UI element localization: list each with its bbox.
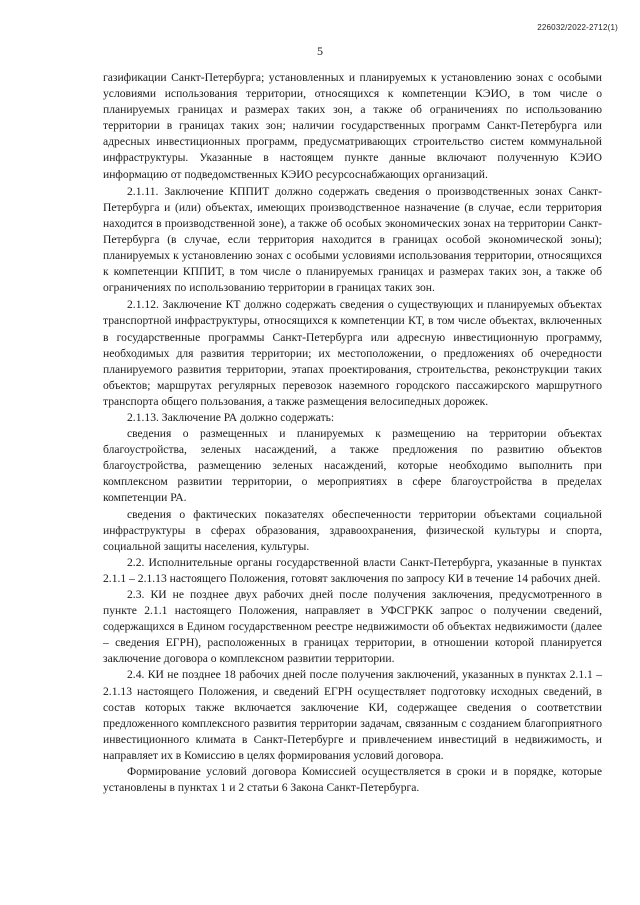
paragraph-2-2: 2.2. Исполнительные органы государственной власти Санкт-Петербурга, указанные в пунктах 2.1.1 – 2.1.13 настоящего Положения, готовят заключения по запросу КИ в течение 14 рабочих дней. (103, 555, 602, 585)
paragraph-2-1-13-item-social: сведения о фактических показателях обеспеченности территории объектами социальной инфраструктуры в сферах образования, здравоохранения, физической культуры и спорта, социальной защиты населения, культуры. (103, 507, 602, 553)
document-id: 226032/2022-2712(1) (537, 23, 618, 32)
paragraph-2-1-12: 2.1.12. Заключение КТ должно содержать сведения о существующих и планируемых объектах транспортной инфраструктуры, относящихся к компетенции КТ, в том числе объектах, включенных в государственные программы Санкт-Петербурга или адресную инвестиционную программу, необходимых для развития территории; их местоположении, о предложениях об очередности планируемого развития территории, этапах проектирования, строительства, реконструкции таких объектов; маршрутах регулярных перевозок наземного городского пассажирского маршрутного транспорта общего пользования, а также размещения велосипедных дорожек. (103, 298, 602, 408)
paragraph-2-1-13: 2.1.13. Заключение РА должно содержать: (127, 410, 335, 424)
paragraph-contract-terms: Формирование условий договора Комиссией осуществляется в сроки и в порядке, которые установлены в пунктах 1 и 2 статьи 6 Закона Санкт-Петербурга. (103, 765, 602, 795)
paragraph-2-3: 2.3. КИ не позднее двух рабочих дней после получения заключения, предусмотренного в пункте 2.1.1 настоящего Положения, направляет в УФСГРКК запрос о получении сведений, содержащихся в Едином государственном реестре недвижимости об объектах недвижимости (далее – сведения ЕГРН), расположенных в границах территории, в отношении которой планируется заключение договора о комплексном развитии территории. (103, 588, 602, 666)
paragraph-gasification-continued: газификации Санкт-Петербурга; установленных и планируемых к установлению зонах с особыми условиями использования территории, относящихся к компетенции КЭИО, в том числе о планируемых границах и размерах таких зон, а также об ограничениях по использованию территории в границах таких зон; наличии государственных программ Санкт-Петербурга или адресных инвестиционных программ, предусматривающих строительство систем коммунальной инфраструктуры. Указанные в настоящем пункте данные включают полученную КЭИО информацию от подведомственных КЭИО ресурсоснабжающих организаций. (103, 71, 602, 181)
page-number: 5 (317, 44, 323, 58)
paragraph-2-4: 2.4. КИ не позднее 18 рабочих дней после получения заключений, указанных в пунктах 2.1.1 – 2.1.13 настоящего Положения, и сведений ЕГРН осуществляет подготовку исходных сведений, в состав которых также включается заключение КИ, содержащее сведения о соответствии предложенного комплексного развития территории задачам, связанным с созданием благоприятного инвестиционного климата в Санкт-Петербурге и привлечением инвестиций в недвижимость, и направляет их в Комиссию в целях формирования условий договора. (103, 668, 602, 762)
paragraph-2-1-11: 2.1.11. Заключение КППИТ должно содержать сведения о производственных зонах Санкт-Петербурга и (или) объектах, имеющих производственное назначение (в случае, если территория находится в производственной зоне), а также об особых экономических зонах на территории Санкт-Петербурга (в случае, если территория находится в границах особой экономической зоны); планируемых к установлению зонах с особыми условиями использования территории, относящихся к компетенции КППИТ, в том числе о планируемых границах и размерах таких зон, а также об ограничениях по использованию территории в границах таких зон. (103, 184, 602, 295)
document-body (103, 70, 602, 796)
paragraph-2-1-13-item-landscaping: сведения о размещенных и планируемых к размещению на территории объектах благоустройства, зеленых насаждений, а также предложения по развитию объектов благоустройства, размещению зеленых насаждений, которые необходимо выполнить при комплексном развитии территории, о мероприятиях в сфере благоустройства в пределах компетенции РА. (103, 427, 602, 505)
